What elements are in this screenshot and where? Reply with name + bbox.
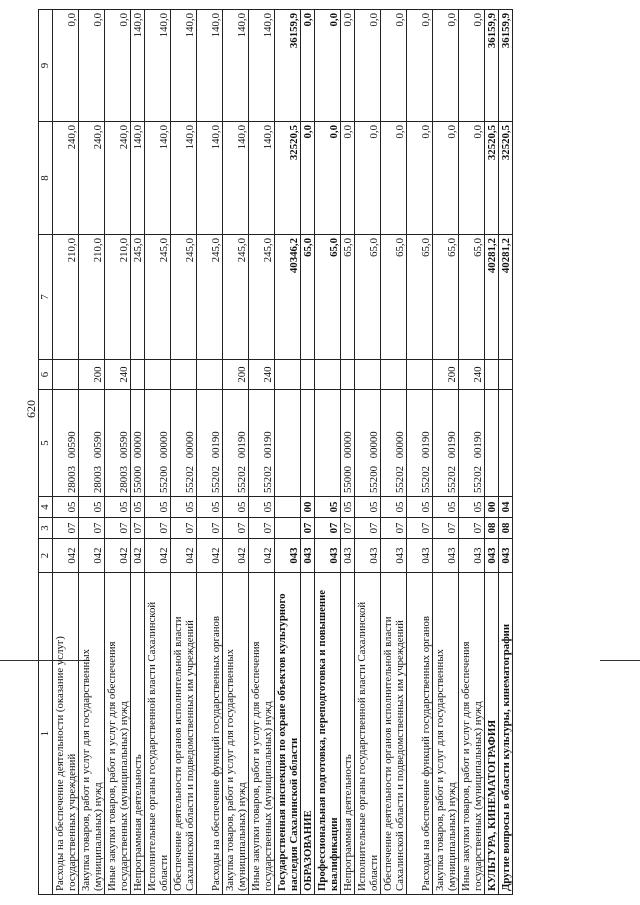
table-row — [145, 10, 171, 895]
row-value-col9-cell: 0,0 — [381, 10, 407, 122]
row-section-cell: 07 — [197, 518, 223, 539]
column-header: 2 — [39, 539, 53, 573]
row-code-cell: 043 — [459, 539, 485, 573]
table-row — [499, 10, 513, 895]
row-code-cell: 043 — [341, 539, 355, 573]
row-code-cell: 042 — [105, 539, 131, 573]
row-value-col8-cell: 0,0 — [301, 122, 315, 235]
row-target-code-cell: 55202 00000 — [171, 390, 197, 497]
row-subsection-cell: 05 — [407, 497, 433, 518]
table-row — [171, 10, 197, 895]
row-subsection-cell: 05 — [145, 497, 171, 518]
row-code-cell: 043 — [381, 539, 407, 573]
row-subsection-cell: 05 — [53, 497, 79, 518]
row-value-col9-cell: 0,0 — [355, 10, 381, 122]
row-code-cell: 043 — [301, 539, 315, 573]
row-expense-type-cell: 200 — [79, 360, 105, 390]
row-value-col7-cell: 245,0 — [171, 235, 197, 360]
row-code-cell: 042 — [79, 539, 105, 573]
row-target-code-cell — [499, 390, 513, 497]
column-header: 6 — [39, 360, 53, 390]
row-expense-type-cell — [53, 360, 79, 390]
row-target-code-cell — [301, 390, 315, 497]
row-section-cell: 07 — [131, 518, 145, 539]
row-code-cell: 043 — [275, 539, 301, 573]
row-value-col9-cell: 0,0 — [459, 10, 485, 122]
row-expense-type-cell — [499, 360, 513, 390]
page-number: 620 — [24, 400, 38, 418]
row-code-cell: 043 — [499, 539, 513, 573]
rotated-page-content — [38, 10, 513, 895]
row-code-cell: 043 — [407, 539, 433, 573]
row-value-col8-cell: 0,0 — [381, 122, 407, 235]
row-value-col9-cell: 140,0 — [223, 10, 249, 122]
table-row — [53, 10, 79, 895]
row-name-cell: Расходы на обеспечение деятельности (оказание услуг) государственных учреждений — [53, 573, 79, 895]
row-expense-type-cell — [407, 360, 433, 390]
row-value-col8-cell: 140,0 — [145, 122, 171, 235]
row-subsection-cell: 05 — [249, 497, 275, 518]
row-value-col7-cell: 65,0 — [381, 235, 407, 360]
row-value-col8-cell: 32520,5 — [485, 122, 499, 235]
row-name-cell: Другие вопросы в области культуры, кинематографии — [499, 573, 513, 895]
row-value-col8-cell: 32520,5 — [499, 122, 513, 235]
row-value-col7-cell: 65,0 — [341, 235, 355, 360]
row-value-col7-cell: 65,0 — [433, 235, 459, 360]
row-target-code-cell: 55000 00000 — [131, 390, 145, 497]
row-section-cell: 07 — [381, 518, 407, 539]
row-value-col9-cell: 140,0 — [171, 10, 197, 122]
row-value-col7-cell: 210,0 — [105, 235, 131, 360]
row-subsection-cell: 05 — [105, 497, 131, 518]
table-row — [459, 10, 485, 895]
row-value-col7-cell: 65,0 — [301, 235, 315, 360]
row-code-cell: 043 — [433, 539, 459, 573]
row-subsection-cell — [275, 497, 301, 518]
table-row — [433, 10, 459, 895]
row-value-col9-cell: 140,0 — [249, 10, 275, 122]
row-value-col7-cell: 245,0 — [223, 235, 249, 360]
row-target-code-cell: 55202 00190 — [459, 390, 485, 497]
row-value-col7-cell: 40346,2 — [275, 235, 301, 360]
row-section-cell: 07 — [171, 518, 197, 539]
row-expense-type-cell: 240 — [459, 360, 485, 390]
row-section-cell: 07 — [301, 518, 315, 539]
row-code-cell: 042 — [145, 539, 171, 573]
row-expense-type-cell — [341, 360, 355, 390]
row-expense-type-cell: 240 — [249, 360, 275, 390]
row-value-col9-cell: 0,0 — [105, 10, 131, 122]
row-target-code-cell: 55200 00000 — [355, 390, 381, 497]
row-code-cell: 043 — [485, 539, 499, 573]
row-subsection-cell: 05 — [79, 497, 105, 518]
row-code-cell: 042 — [249, 539, 275, 573]
row-value-col8-cell: 140,0 — [223, 122, 249, 235]
row-value-col9-cell: 0,0 — [407, 10, 433, 122]
row-value-col8-cell: 0,0 — [433, 122, 459, 235]
row-section-cell: 07 — [53, 518, 79, 539]
row-value-col9-cell: 0,0 — [301, 10, 315, 122]
row-section-cell: 07 — [105, 518, 131, 539]
column-header: 5 — [39, 390, 53, 497]
row-code-cell: 042 — [171, 539, 197, 573]
row-code-cell: 043 — [315, 539, 341, 573]
row-subsection-cell: 05 — [433, 497, 459, 518]
table-row — [223, 10, 249, 895]
row-name-cell: Государственная инспекция по охране объектов культурного наследия Сахалинской области — [275, 573, 301, 895]
row-value-col9-cell: 36159,9 — [499, 10, 513, 122]
row-name-cell: Закупка товаров, работ и услуг для государственных (муниципальных) нужд — [223, 573, 249, 895]
row-value-col7-cell: 245,0 — [249, 235, 275, 360]
row-name-cell: Исполнительные органы государственной власти Сахалинской области — [355, 573, 381, 895]
row-name-cell: Исполнительные органы государственной власти Сахалинской области — [145, 573, 171, 895]
row-expense-type-cell — [131, 360, 145, 390]
row-section-cell: 07 — [459, 518, 485, 539]
row-value-col8-cell: 140,0 — [131, 122, 145, 235]
row-name-cell: Иные закупки товаров, работ и услуг для обеспечения государственных (муниципальных) нужд — [459, 573, 485, 895]
row-subsection-cell: 05 — [459, 497, 485, 518]
column-header: 8 — [39, 122, 53, 235]
row-subsection-cell: 05 — [381, 497, 407, 518]
row-section-cell: 07 — [341, 518, 355, 539]
row-value-col8-cell: 140,0 — [249, 122, 275, 235]
row-value-col7-cell: 210,0 — [79, 235, 105, 360]
column-header: 1 — [39, 573, 53, 895]
row-target-code-cell — [485, 390, 499, 497]
row-section-cell: 07 — [407, 518, 433, 539]
row-name-cell: Иные закупки товаров, работ и услуг для обеспечения государственных (муниципальных) нужд — [249, 573, 275, 895]
row-value-col8-cell: 32520,5 — [275, 122, 301, 235]
row-subsection-cell: 05 — [223, 497, 249, 518]
row-subsection-cell: 00 — [485, 497, 499, 518]
row-subsection-cell: 05 — [171, 497, 197, 518]
row-value-col9-cell: 0,0 — [341, 10, 355, 122]
row-code-cell: 042 — [53, 539, 79, 573]
row-expense-type-cell: 240 — [105, 360, 131, 390]
row-section-cell: 07 — [315, 518, 341, 539]
row-code-cell: 042 — [223, 539, 249, 573]
row-value-col8-cell: 140,0 — [197, 122, 223, 235]
row-name-cell: Закупка товаров, работ и услуг для государственных (муниципальных) нужд — [79, 573, 105, 895]
row-section-cell: 07 — [79, 518, 105, 539]
column-header: 3 — [39, 518, 53, 539]
row-code-cell: 042 — [131, 539, 145, 573]
row-target-code-cell: 55202 00190 — [223, 390, 249, 497]
row-section-cell: 07 — [355, 518, 381, 539]
table-header-row — [39, 10, 53, 895]
table-row — [275, 10, 301, 895]
table-row — [485, 10, 499, 895]
row-section-cell: 07 — [433, 518, 459, 539]
row-code-cell: 042 — [197, 539, 223, 573]
row-value-col7-cell: 40281,2 — [485, 235, 499, 360]
table-row — [105, 10, 131, 895]
row-value-col9-cell: 140,0 — [197, 10, 223, 122]
row-expense-type-cell — [145, 360, 171, 390]
row-value-col9-cell: 140,0 — [145, 10, 171, 122]
row-name-cell: Иные закупки товаров, работ и услуг для обеспечения государственных (муниципальных) нужд — [105, 573, 131, 895]
table-row — [249, 10, 275, 895]
row-section-cell: 07 — [223, 518, 249, 539]
table-row — [407, 10, 433, 895]
row-name-cell: Обеспечение деятельности органов исполнительной власти Сахалинской области и подведомственных им учреждений — [381, 573, 407, 895]
table-row — [355, 10, 381, 895]
row-target-code-cell: 55202 00000 — [381, 390, 407, 497]
row-expense-type-cell: 200 — [433, 360, 459, 390]
row-name-cell: Непрограммная деятельность — [131, 573, 145, 895]
column-header: 4 — [39, 497, 53, 518]
row-value-col9-cell: 0,0 — [79, 10, 105, 122]
row-target-code-cell: 55202 00190 — [249, 390, 275, 497]
row-value-col8-cell: 0,0 — [407, 122, 433, 235]
row-value-col7-cell: 65,0 — [407, 235, 433, 360]
row-value-col8-cell: 240,0 — [53, 122, 79, 235]
column-header: 7 — [39, 235, 53, 360]
table-row — [341, 10, 355, 895]
table-row — [131, 10, 145, 895]
row-value-col9-cell: 36159,9 — [275, 10, 301, 122]
row-section-cell: 07 — [145, 518, 171, 539]
row-expense-type-cell — [315, 360, 341, 390]
row-value-col7-cell: 65,0 — [355, 235, 381, 360]
row-subsection-cell: 04 — [499, 497, 513, 518]
row-target-code-cell: 55202 00190 — [433, 390, 459, 497]
row-target-code-cell: 55202 00190 — [197, 390, 223, 497]
row-value-col8-cell: 0,0 — [459, 122, 485, 235]
row-value-col8-cell: 0,0 — [315, 122, 341, 235]
row-target-code-cell: 55200 00000 — [145, 390, 171, 497]
row-value-col9-cell: 0,0 — [53, 10, 79, 122]
table-row — [315, 10, 341, 895]
row-value-col8-cell: 140,0 — [171, 122, 197, 235]
row-subsection-cell: 05 — [355, 497, 381, 518]
row-name-cell: Закупка товаров, работ и услуг для государственных (муниципальных) нужд — [433, 573, 459, 895]
row-subsection-cell: 05 — [197, 497, 223, 518]
row-target-code-cell: 55000 00000 — [341, 390, 355, 497]
row-value-col7-cell: 210,0 — [53, 235, 79, 360]
row-name-cell: Расходы на обеспечение функций государственных органов — [197, 573, 223, 895]
table-row — [301, 10, 315, 895]
row-expense-type-cell — [301, 360, 315, 390]
row-name-cell: Непрограммная деятельность — [341, 573, 355, 895]
row-name-cell: Профессиональная подготовка, переподготовка и повышение квалификации — [315, 573, 341, 895]
row-section-cell: 08 — [485, 518, 499, 539]
row-value-col8-cell: 0,0 — [341, 122, 355, 235]
row-value-col9-cell: 0,0 — [433, 10, 459, 122]
row-target-code-cell: 28003 00590 — [105, 390, 131, 497]
row-value-col8-cell: 240,0 — [79, 122, 105, 235]
row-subsection-cell: 00 — [301, 497, 315, 518]
row-value-col7-cell: 245,0 — [197, 235, 223, 360]
table-row — [381, 10, 407, 895]
row-value-col7-cell: 245,0 — [145, 235, 171, 360]
row-value-col7-cell: 65,0 — [459, 235, 485, 360]
row-section-cell — [275, 518, 301, 539]
column-header: 9 — [39, 10, 53, 122]
row-value-col7-cell: 40281,2 — [499, 235, 513, 360]
row-subsection-cell: 05 — [131, 497, 145, 518]
row-section-cell: 07 — [249, 518, 275, 539]
table-row — [79, 10, 105, 895]
row-target-code-cell — [275, 390, 301, 497]
row-value-col8-cell: 0,0 — [355, 122, 381, 235]
row-expense-type-cell — [171, 360, 197, 390]
row-name-cell: Расходы на обеспечение функций государственных органов — [407, 573, 433, 895]
row-value-col8-cell: 240,0 — [105, 122, 131, 235]
row-target-code-cell — [315, 390, 341, 497]
row-subsection-cell: 05 — [341, 497, 355, 518]
row-expense-type-cell — [355, 360, 381, 390]
row-expense-type-cell — [275, 360, 301, 390]
table-row — [197, 10, 223, 895]
row-value-col9-cell: 0,0 — [315, 10, 341, 122]
row-value-col9-cell: 36159,9 — [485, 10, 499, 122]
row-name-cell: Обеспечение деятельности органов исполнительной власти Сахалинской области и подведомственных им учреждений — [171, 573, 197, 895]
row-name-cell: КУЛЬТУРА, КИНЕМАТОГРАФИЯ — [485, 573, 499, 895]
row-code-cell: 043 — [355, 539, 381, 573]
row-value-col7-cell: 65,0 — [315, 235, 341, 360]
row-target-code-cell: 28003 00590 — [53, 390, 79, 497]
margin-rule — [600, 660, 640, 661]
row-target-code-cell: 55202 00190 — [407, 390, 433, 497]
budget-table — [38, 9, 513, 895]
row-expense-type-cell: 200 — [223, 360, 249, 390]
row-value-col7-cell: 245,0 — [131, 235, 145, 360]
row-subsection-cell: 05 — [315, 497, 341, 518]
row-target-code-cell: 28003 00590 — [79, 390, 105, 497]
row-section-cell: 08 — [499, 518, 513, 539]
row-expense-type-cell — [485, 360, 499, 390]
row-name-cell: ОБРАЗОВАНИЕ — [301, 573, 315, 895]
row-expense-type-cell — [197, 360, 223, 390]
row-expense-type-cell — [381, 360, 407, 390]
row-value-col9-cell: 140,0 — [131, 10, 145, 122]
